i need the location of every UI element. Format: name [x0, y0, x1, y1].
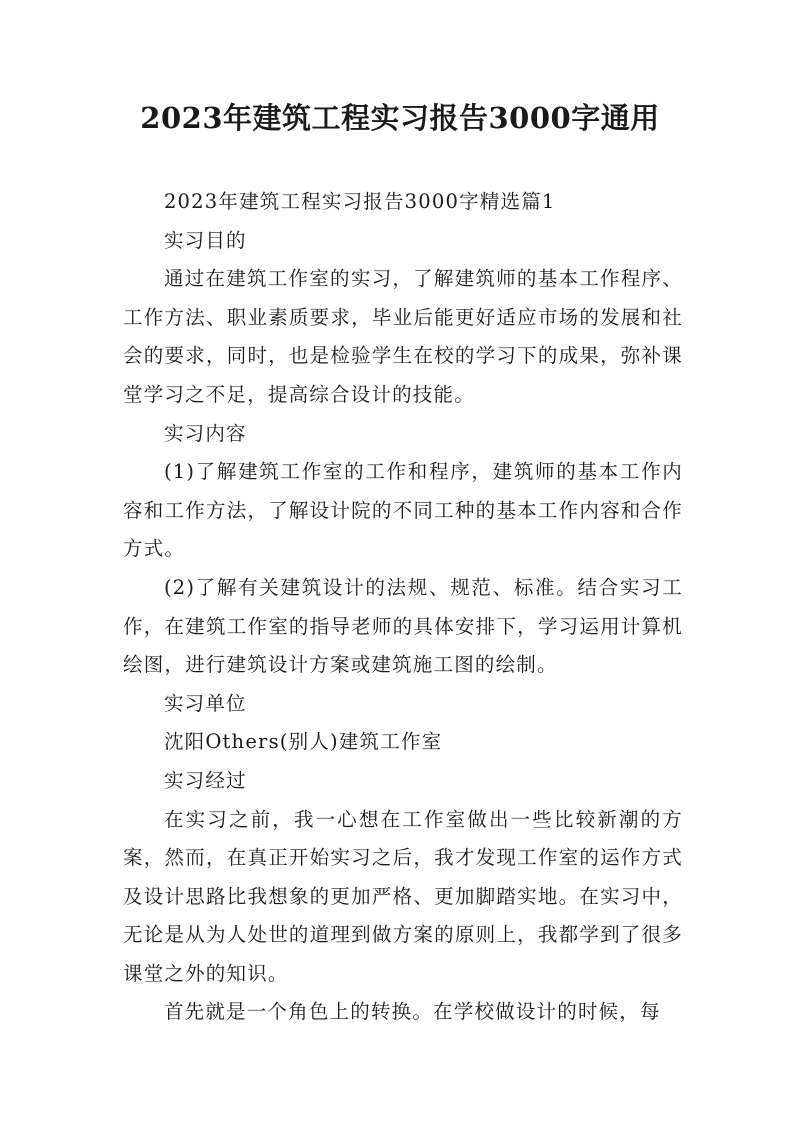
- document-title: 2023年建筑工程实习报告3000字通用: [140, 101, 660, 135]
- section-subtitle: 2023年建筑工程实习报告3000字精选篇1: [163, 190, 556, 213]
- document-body: [123, 183, 683, 1032]
- heading-process: 实习经过: [163, 768, 247, 792]
- heading-unit: 实习单位: [163, 691, 247, 715]
- heading-content: 实习内容: [163, 421, 247, 445]
- paragraph-unit: 沈阳Others(别人)建筑工作室: [163, 730, 443, 754]
- heading-purpose: 实习目的: [163, 228, 247, 252]
- paragraph-content-2: (2)了解有关建筑设计的法规、规范、标准。结合实习工作，在建筑工作室的指导老师的具体安排下，学习运用计算机绘图，进行建筑设计方案或建筑施工图的绘制。: [123, 575, 683, 677]
- paragraph-role-change: 首先就是一个角色上的转换。在学校做设计的时候，每: [163, 1000, 661, 1024]
- paragraph-process: 在实习之前，我一心想在工作室做出一些比较新潮的方案，然而，在真正开始实习之后，我才发现工作室的运作方式及设计思路比我想象的更加严格、更加脚踏实地。在实习中，无论是从为人处世的道理到做方案的原则上，我都学到了很多课堂之外的知识。: [123, 807, 683, 985]
- paragraph-content-1: (1)了解建筑工作室的工作和程序，建筑师的基本工作内容和工作方法，了解设计院的不同工种的基本工作内容和合作方式。: [123, 460, 683, 561]
- paragraph-purpose: 通过在建筑工作室的实习，了解建筑师的基本工作程序、工作方法、职业素质要求，毕业后能更好适应市场的发展和社会的要求，同时，也是检验学生在校的学习下的成果，弥补课堂学习之不足，提高综合设计的技能。: [123, 267, 683, 406]
